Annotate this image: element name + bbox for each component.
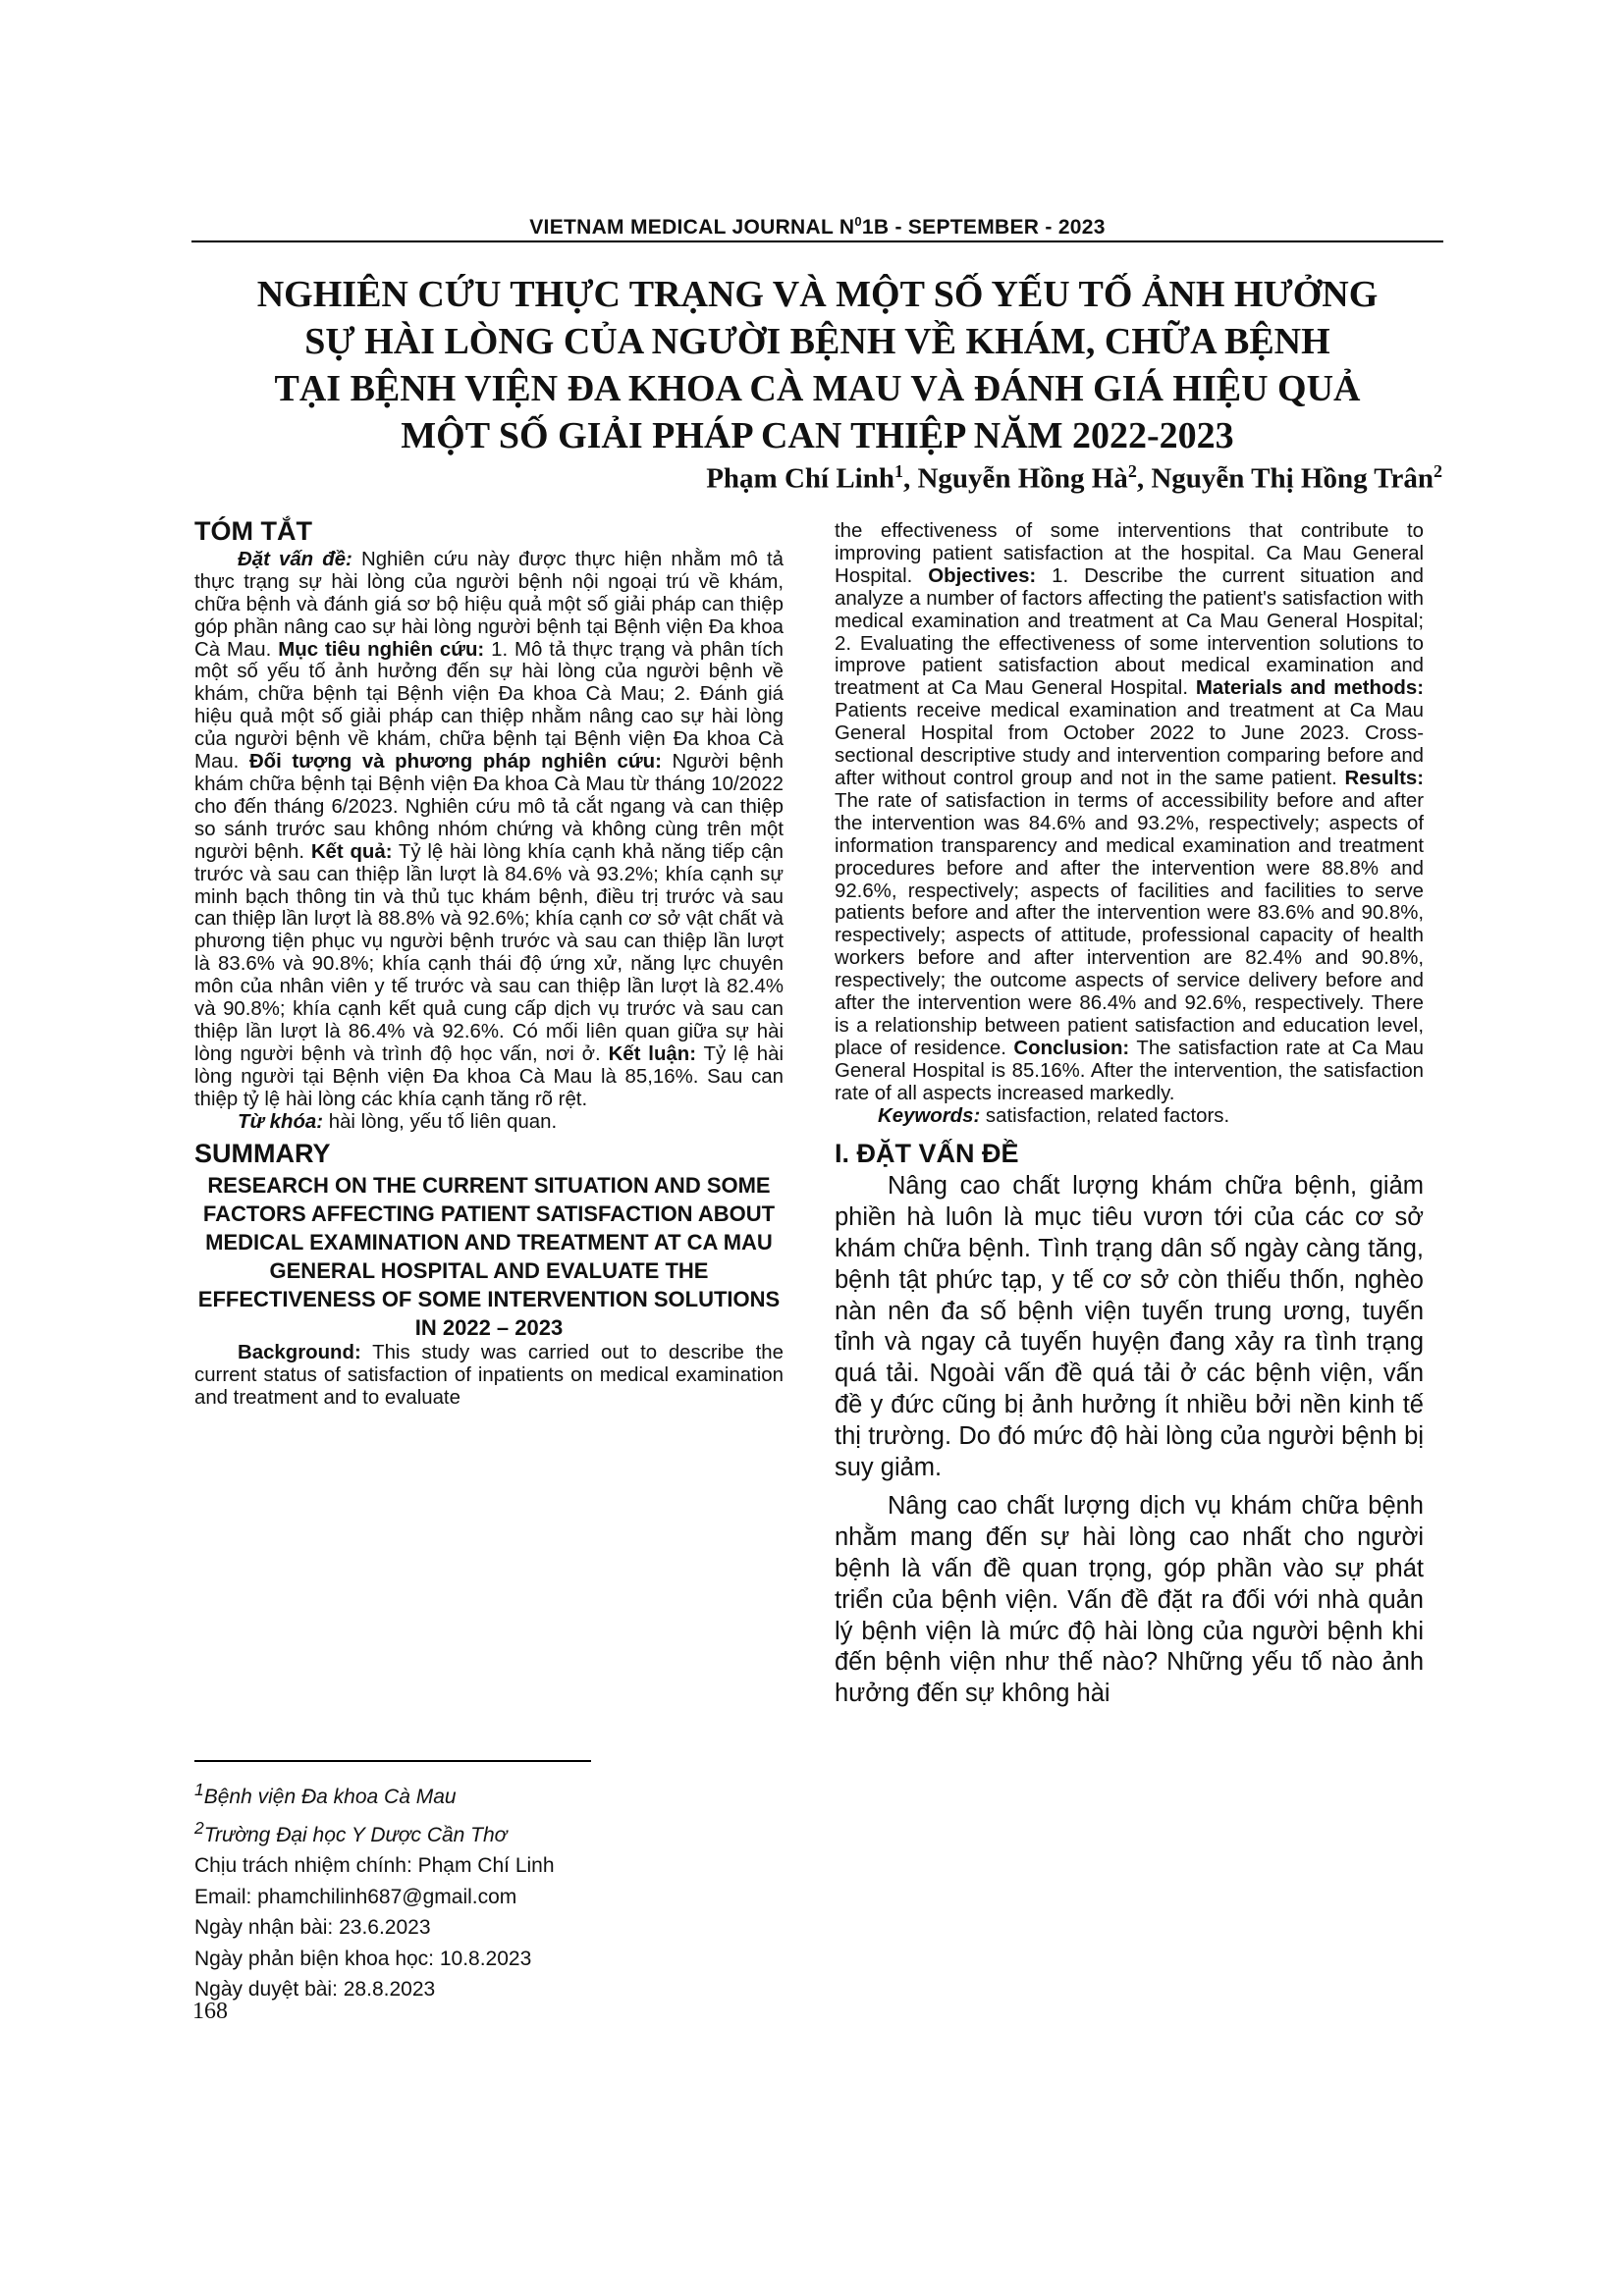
title-line: SỰ HÀI LÒNG CỦA NGƯỜI BỆNH VỀ KHÁM, CHỮA BỆNH	[304, 321, 1330, 362]
author-name: Nguyễn Hồng Hà	[917, 462, 1128, 495]
label-keywords: Keywords:	[878, 1104, 981, 1127]
author-name: Phạm Chí Linh	[706, 462, 894, 495]
text-dat-van-de: Nghiên cứu này được thực hiện nhằm mô tả thực trạng sự hài lòng của người bệnh nội ngoại trú về khám, chữa bệnh và đánh giá sơ bộ hiệu quả một số giải pháp can thiệp góp phần nâng cao sự hài lòng người bệnh tại Bệnh viện Đa khoa Cà Mau.	[194, 548, 784, 661]
running-header-text: VIETNAM MEDICAL JOURNAL N	[529, 216, 855, 239]
right-column	[835, 520, 1424, 1710]
summary-heading: SUMMARY	[194, 1139, 331, 1169]
text-results: The rate of satisfaction in terms of accessibility before and after the intervention was 84.6% and 93.2%, respectively; aspects of information transparency and medical examination and treatment procedures before and after the intervention were 88.8% and 92.6%, respectively; aspects of facilities and facilities to serve patients before and after the intervention were 83.6% and 90.8%, respectively; aspects of attitude, professional capacity of health workers before and after intervention are 82.4% and 90.8%, respectively; the outcome aspects of service delivery before and after the intervention were 86.4% and 92.6%, respectively. There is a relationship between patient satisfaction and education level, place of residence.	[835, 789, 1424, 1059]
title-line: MỘT SỐ GIẢI PHÁP CAN THIỆP NĂM 2022-2023	[401, 415, 1234, 456]
summary-title: RESEARCH ON THE CURRENT SITUATION AND SOME FACTORS AFFECTING PATIENT SATISFACTION ABOUT MEDICAL EXAMINATION AND TREATMENT AT CA MAU GENERAL HOSPITAL AND EVALUATE THE EFFECTIVENESS OF SOME INTERVENTION SOLUTIONS IN 2022 – 2023	[197, 1173, 781, 1341]
label-conclusion: Conclusion:	[1013, 1037, 1130, 1059]
left-column	[194, 516, 785, 1410]
text-ket-luan: Tỷ lệ hài lòng người tại Bệnh viện Đa khoa Cà Mau là 85,16%. Sau can thiệp tỷ lệ hài lòng các khía cạnh tăng rõ rệt.	[194, 1042, 784, 1110]
title-line: TẠI BỆNH VIỆN ĐA KHOA CÀ MAU VÀ ĐÁNH GIÁ HIỆU QUẢ	[274, 368, 1361, 409]
label-ket-qua: Kết quả:	[310, 840, 393, 863]
label-tu-khoa: Từ khóa:	[238, 1110, 324, 1133]
text-background-b: the effectiveness of some interventions that contribute to improving patient satisfaction at the hospital. Ca Mau General Hospital.	[835, 520, 1424, 587]
text-muc-tieu: 1. Mô tả thực trạng và phân tích một số yếu tố ảnh hưởng đến sự hài lòng của người bệnh về khám, chữa bệnh tại Bệnh viện Đa khoa Cà Mau; 2. Đánh giá hiệu quả một số giải pháp can thiệp nhằm nâng cao sự hài lòng của người bệnh về khám, chữa bệnh tại Bệnh viện Đa khoa Cà Mau.	[194, 638, 784, 774]
affiliation-1-mark: 1	[194, 1780, 204, 1799]
label-background: Background:	[238, 1342, 361, 1364]
label-ket-luan: Kết luận:	[608, 1042, 697, 1065]
author-list: Phạm Chí Linh$^1$, Nguyễn Hồng $Hà^2$, Nguyễn Thị Hồng Trân$^2$	[706, 461, 1442, 495]
reviewed-date: Ngày phản biện khoa học: 10.8.2023	[194, 1947, 532, 1970]
text-background-a: This study was carried out to describe the current status of satisfaction of inpatients on medical examination and treatment and to evaluate	[194, 1342, 784, 1410]
title-line: NGHIÊN CỨU THỰC TRẠNG VÀ MỘT SỐ YẾU TỐ ẢNH HƯỞNG	[256, 274, 1379, 315]
running-header-sup: 0	[854, 214, 862, 229]
label-methods: Materials and methods:	[1195, 677, 1424, 700]
received-date: Ngày nhận bài: 23.6.2023	[194, 1916, 431, 1939]
text-methods: Patients receive medical examination and treatment at Ca Mau General Hospital from October 2022 to June 2023. Cross-sectional descriptive study and intervention comparing before and after without control group and not in the same patient.	[835, 700, 1424, 789]
text-ket-qua: Tỷ lệ hài lòng khía cạnh khả năng tiếp cận trước và sau can thiệp lần lượt là 84.6% và 93.2%; khía cạnh sự minh bạch thông tin và thủ tục khám bệnh, điều trị trước và sau can thiệp lần lượt là 88.8% và 92.6%; khía cạnh cơ sở vật chất và phương tiện phục vụ người bệnh trước và sau can thiệp lần lượt là 83.6% và 90.8%; khía cạnh thái độ ứng xử, năng lực chuyên môn của nhân viên y tế trước và sau can thiệp lần lượt là 82.4% và 90.8%; khía cạnh kết quả cung cấp dịch vụ trước và sau can thiệp lần lượt là 86.4% và 92.6%. Có mối liên quan giữa sự hài lòng người bệnh và trình độ học vấn, nơi ở.	[194, 840, 784, 1065]
text-objectives: 1. Describe the current situation and analyze a number of factors affecting the patient's satisfaction with medical examination and treatment at Ca Mau General Hospital; 2. Evaluating the effectiveness of some intervention solutions to improve patient satisfaction about medical examination and treatment at Ca Mau General Hospital.	[835, 564, 1425, 700]
author-affiliation-mark: 2	[1434, 461, 1442, 481]
accepted-date: Ngày duyệt bài: 28.8.2023	[194, 1978, 436, 2001]
page-number: 168	[192, 1999, 228, 2024]
author-affiliation-mark: 2	[1127, 461, 1137, 481]
text-keywords: satisfaction, related factors.	[980, 1104, 1230, 1127]
keywords-vi	[194, 1111, 784, 1134]
author-affiliation-mark: 1	[893, 461, 903, 481]
label-objectives: Objectives:	[928, 564, 1037, 587]
footnote-rule	[194, 1760, 591, 1762]
abstract-vi-heading: TÓM TẮT	[194, 516, 312, 546]
running-header	[191, 214, 1443, 240]
running-header-rest: 1B - SEPTEMBER - 2023	[861, 216, 1106, 239]
summary-body	[835, 520, 1424, 1105]
summary-background	[194, 1342, 784, 1410]
text-doi-tuong: Người bệnh khám chữa bệnh tại Bệnh viện Đa khoa Cà Mau từ tháng 10/2022 cho đến tháng 6/2023. Nghiên cứu mô tả cắt ngang và can thiệp so sánh trước sau không nhóm chứng và không cùng trên một người bệnh.	[194, 751, 785, 863]
affiliation-1-text: Bệnh viện Đa khoa Cà Mau	[203, 1786, 457, 1808]
keywords-en	[835, 1105, 1424, 1128]
intro-paragraph-1: Nâng cao chất lượng khám chữa bệnh, giảm phiền hà luôn là mục tiêu vươn tới của các cơ sở khám chữa bệnh. Tình trạng dân số ngày càng tăng, bệnh tật phức tạp, y tế cơ sở còn thiếu thốn, nghèo nàn nên đa số bệnh viện tuyến trung ương, tuyến tỉnh và ngay cả tuyến huyện đang xảy ra tình trạng quá tải. Ngoài vấn đề quá tải ở các bệnh viện, vấn đề y đức cũng bị ảnh hưởng ít nhiều bởi nền kinh tế thị trường. Do đó mức độ hài lòng của người bệnh bị suy giảm.	[835, 1172, 1424, 1481]
header-rule	[191, 240, 1443, 242]
responsible-author: Chịu trách nhiệm chính: Phạm Chí Linh	[194, 1854, 555, 1877]
label-dat-van-de: Đặt vấn đề:	[238, 548, 352, 570]
article-title	[191, 271, 1443, 459]
label-results: Results:	[1344, 767, 1424, 789]
label-doi-tuong: Đối tượng và phương pháp nghiên cứu:	[248, 751, 662, 774]
text-conclusion: The satisfaction rate at Ca Mau General Hospital is 85.16%. After the intervention, the satisfaction rate of all aspects increased markedly.	[835, 1037, 1424, 1104]
abstract-vi-body	[194, 549, 784, 1111]
affiliation-1	[194, 1775, 555, 1813]
intro-heading: I. ĐẶT VẤN ĐỀ	[835, 1139, 1019, 1169]
affiliation-2-mark: 2	[194, 1817, 204, 1838]
affiliation-2	[194, 1813, 555, 1851]
contact-email: Email: phamchilinh687@gmail.com	[194, 1885, 517, 1908]
footnotes	[194, 1775, 555, 2005]
label-muc-tieu: Mục tiêu nghiên cứu:	[278, 638, 485, 661]
intro-paragraph-2: Nâng cao chất lượng dịch vụ khám chữa bệnh nhằm mang đến sự hài lòng cao nhất cho người bệnh là vấn đề quan trọng, góp phần vào sự phát triển của bệnh viện. Vấn đề đặt ra đối với nhà quản lý bệnh viện là mức độ hài lòng của người bệnh khi đến bệnh viện như thế nào? Những yếu tố nào ảnh hưởng đến sự không hài	[835, 1492, 1424, 1708]
affiliation-2-text: Trường Đại học Y Dược Cần Thơ	[203, 1823, 508, 1846]
author-name: Nguyễn Thị Hồng Trân	[1151, 462, 1434, 495]
text-tu-khoa: hài lòng, yếu tố liên quan.	[323, 1110, 558, 1133]
